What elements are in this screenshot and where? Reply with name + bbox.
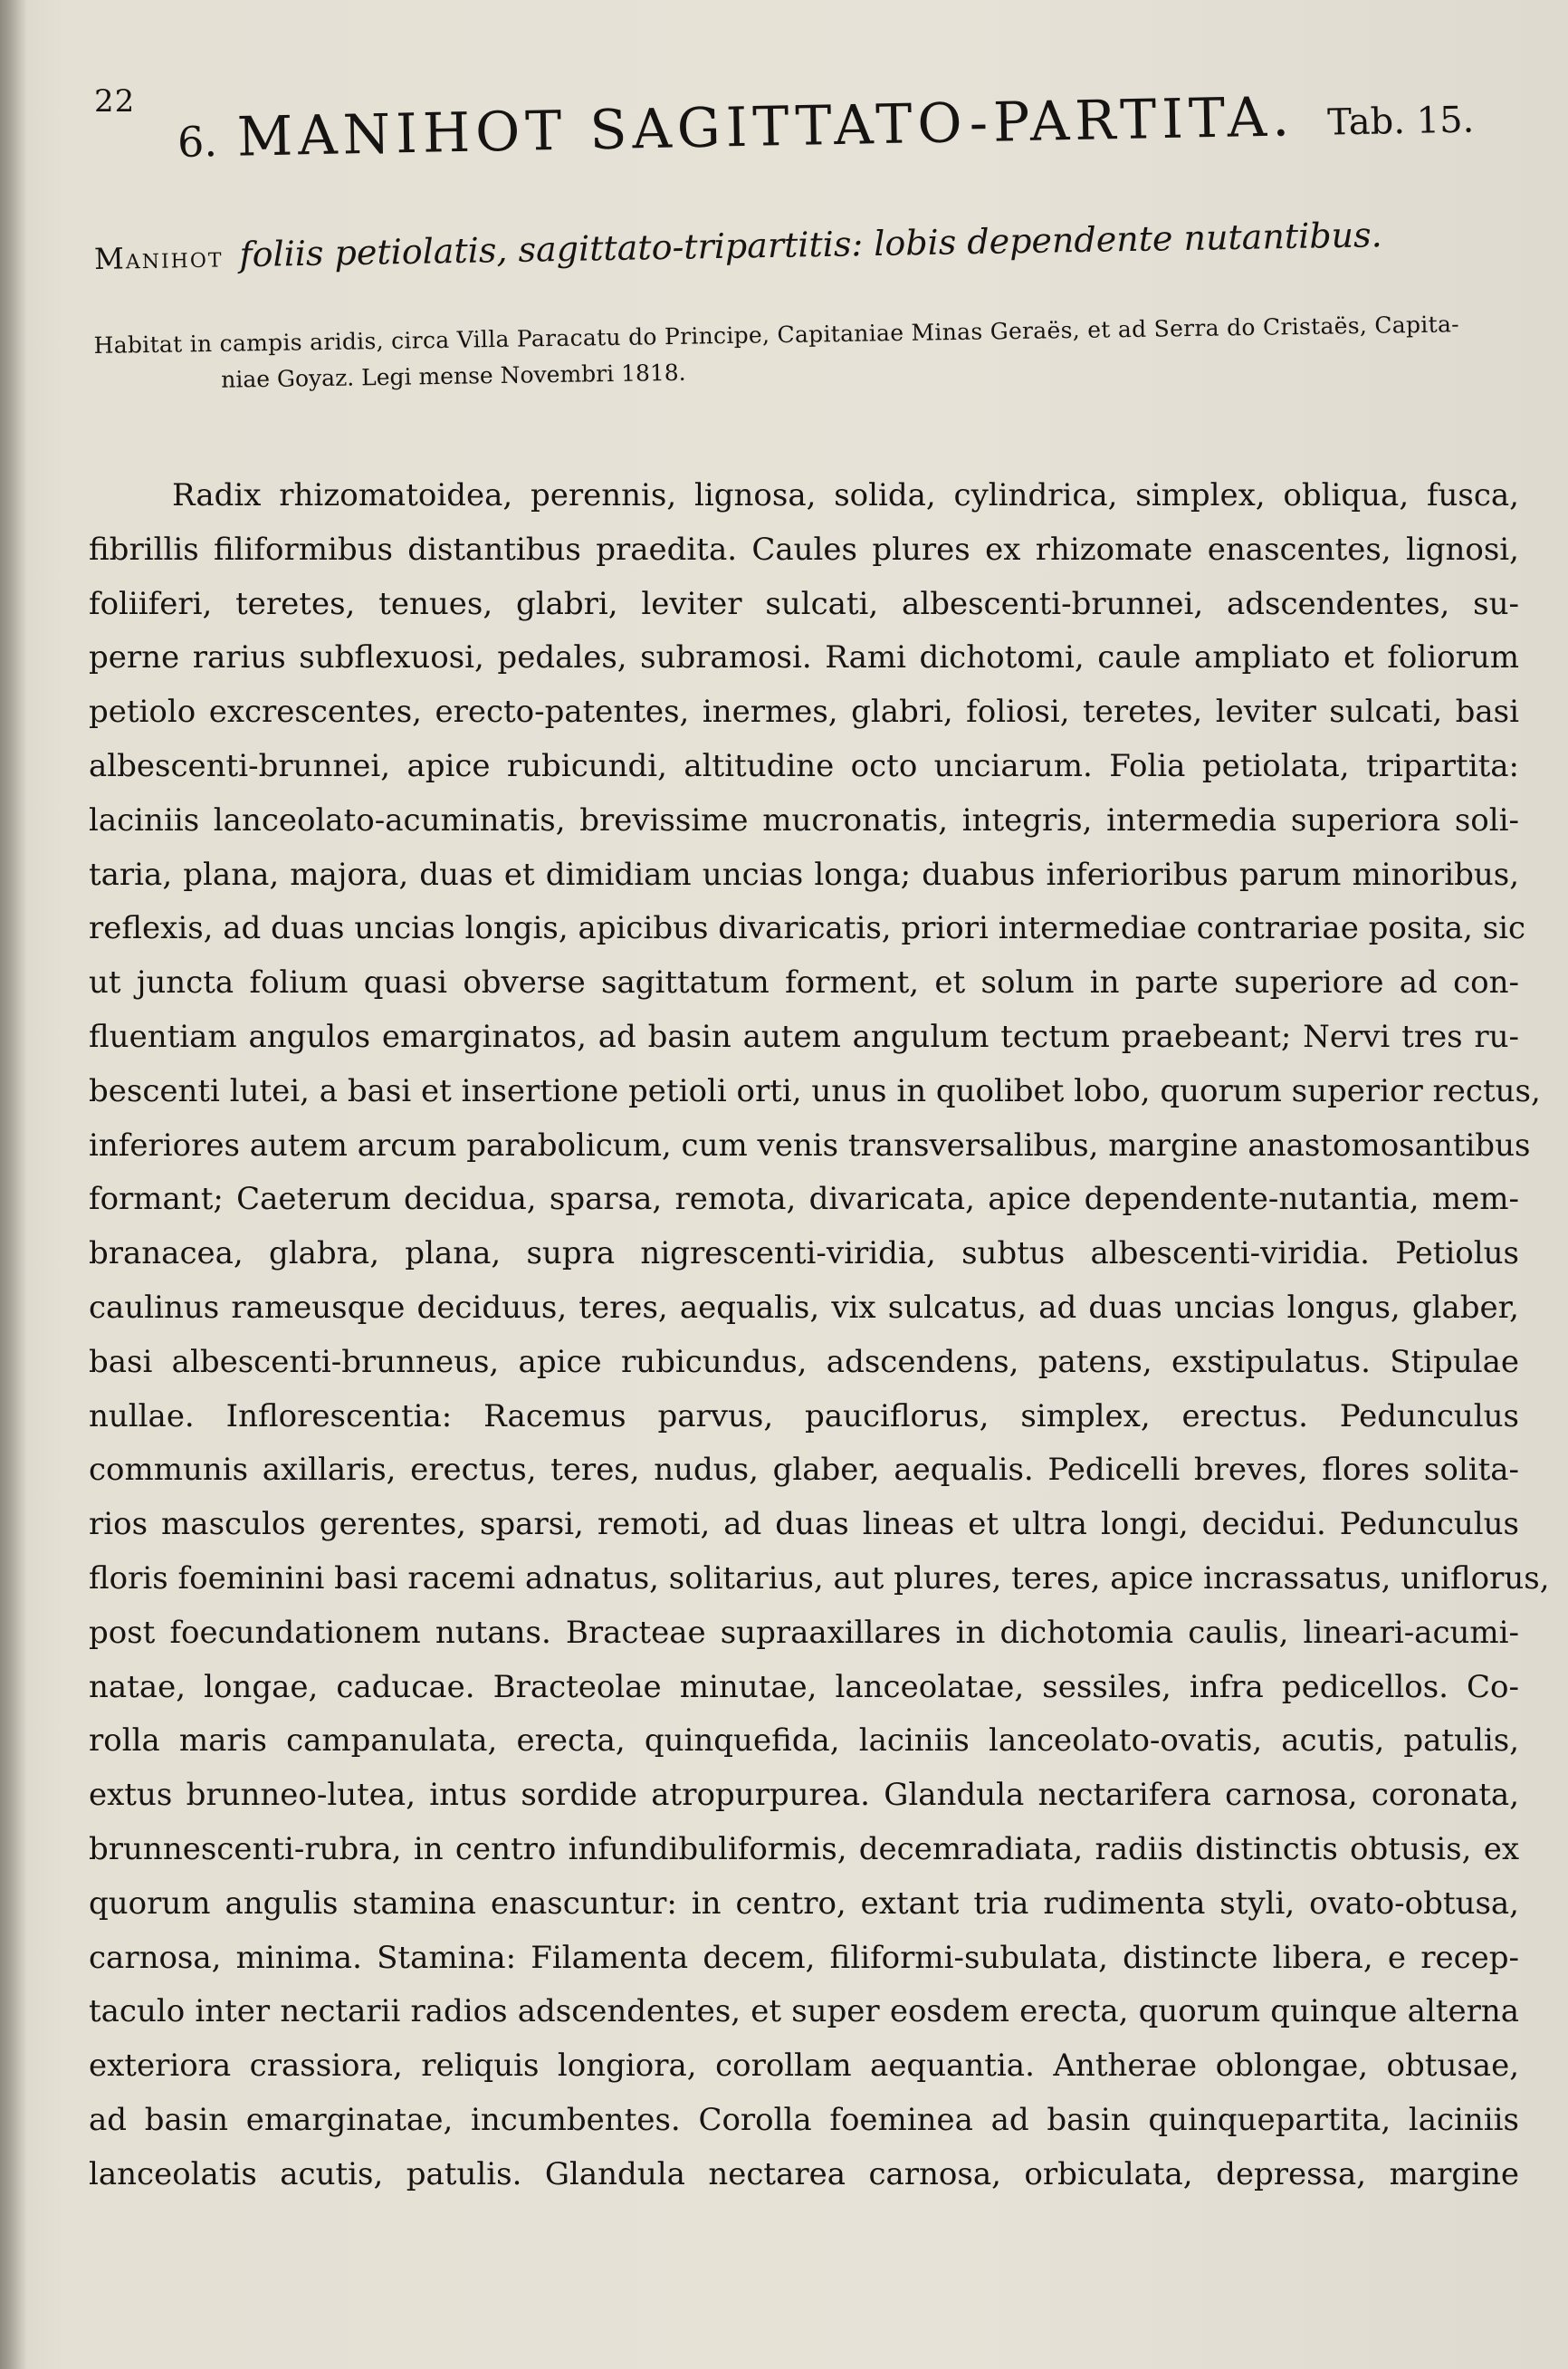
- habitat-line-1: Habitat in campis aridis, circa Villa Paracatu do Principe, Capitaniae Minas Geraës, et ad Serra do Cristaës, Capita-: [93, 311, 1460, 360]
- description-line: exteriora crassiora, reliquis longiora, corollam aequantia. Antherae oblongae, obtusae,: [89, 2048, 1519, 2085]
- description-line: foliiferi, teretes, tenues, glabri, leviter sulcati, albescenti-brunnei, adscendentes, su-: [89, 585, 1519, 622]
- description-line: Radix rhizomatoidea, perennis, lignosa, solida, cylindrica, simplex, obliqua, fusca,: [172, 477, 1519, 513]
- description-line: brunnescenti-rubra, in centro infundibuliformis, decemradiata, radiis distinctis obtusis, ex: [89, 1830, 1519, 1867]
- description-line: ut juncta folium quasi obverse sagittatum forment, et solum in parte superiore ad con-: [89, 964, 1519, 1002]
- description-line: reflexis, ad duas uncias longis, apicibus divaricatis, priori intermediae contrariae posita, sic: [89, 910, 1526, 947]
- description-line: communis axillaris, erectus, teres, nudus, glaber, aequalis. Pedicelli breves, flores solita-: [89, 1452, 1519, 1489]
- description-line: rolla maris campanulata, erecta, quinquefida, laciniis lanceolato-ovatis, acutis, patulis,: [89, 1722, 1519, 1760]
- description-line: post foecundationem nutans. Bracteae supraaxillares in dichotomia caulis, lineari-acumi-: [89, 1614, 1519, 1651]
- description-line: quorum angulis stamina enascuntur: in centro, extant tria rudimenta styli, ovato-obtusa,: [89, 1885, 1519, 1922]
- description-line: laciniis lanceolato-acuminatis, brevissime mucronatis, integris, intermedia superiora soli-: [89, 801, 1519, 839]
- description-line: bescenti lutei, a basi et insertione petioli orti, unus in quolibet lobo, quorum superior rectus,: [89, 1072, 1541, 1109]
- description-line: taria, plana, majora, duas et dimidiam uncias longa; duabus inferioribus parum minoribus,: [89, 856, 1519, 893]
- description-line: fluentiam angulos emarginatos, ad basin autem angulum tectum praebeant; Nervi tres ru-: [89, 1018, 1519, 1055]
- diagnosis-genus: Manihot: [93, 239, 224, 276]
- description-line: natae, longae, caducae. Bracteolae minutae, lanceolatae, sessiles, infra pedicellos. Co-: [89, 1668, 1519, 1705]
- species-number: 6.: [177, 117, 218, 167]
- species-title: [177, 82, 1475, 170]
- description-line: inferiores autem arcum parabolicum, cum venis transversalibus, margine anastomosantibus: [89, 1127, 1531, 1164]
- description-line: nullae. Inflorescentia: Racemus parvus, pauciflorus, simplex, erectus. Pedunculus: [89, 1397, 1519, 1434]
- description-line: perne rarius subflexuosi, pedales, subramosi. Rami dichotomi, caule ampliato et foliorum: [89, 639, 1519, 676]
- description-line: floris foeminini basi racemi adnatus, solitarius, aut plures, teres, apice incrassatus, uniflorus,: [89, 1559, 1550, 1597]
- description-line: lanceolatis acutis, patulis. Glandula nectarea carnosa, orbiculata, depressa, margine: [89, 2155, 1519, 2192]
- description-line: taculo inter nectarii radios adscendentes, et super eosdem erecta, quorum quinque alterna: [89, 1993, 1519, 2030]
- description-line: petiolo excrescentes, erecto-patentes, inermes, glabri, foliosi, teretes, leviter sulcati, basi: [89, 694, 1519, 731]
- description-line: formant; Caeterum decidua, sparsa, remota, divaricata, apice dependente-nutantia, mem-: [89, 1181, 1519, 1218]
- species-name: MANIHOT SAGITTATO-PARTITA.: [236, 85, 1296, 169]
- description-line: ad basin emarginatae, incumbentes. Corolla foeminea ad basin quinquepartita, laciniis: [89, 2101, 1519, 2138]
- description-line: branacea, glabra, plana, supra nigrescenti-viridia, subtus albescenti-viridia. Petiolus: [89, 1235, 1519, 1272]
- description-line: rios masculos gerentes, sparsi, remoti, ad duas lineas et ultra longi, decidui. Pedunculus: [89, 1506, 1519, 1543]
- habitat-line-2: niae Goyaz. Legi mense Novembri 1818.: [221, 359, 686, 393]
- page-number: 22: [94, 83, 136, 120]
- species-diagnosis: [94, 215, 1408, 277]
- description-line: basi albescenti-brunneus, apice rubicundus, adscendens, patens, exstipulatus. Stipulae: [89, 1343, 1519, 1380]
- description-paragraph: [89, 469, 1550, 2202]
- description-line: carnosa, minima. Stamina: Filamenta decem, filiformi-subulata, distincte libera, e recep-: [89, 1939, 1519, 1976]
- diagnosis-text: foliis petiolatis, sagittato-tripartitis: lobis dependente nutantibus.: [239, 215, 1383, 275]
- plate-reference: Tab. 15.: [1326, 99, 1475, 144]
- description-line: fibrillis filiformibus distantibus praedita. Caules plures ex rhizomate enascentes, lignosi,: [89, 531, 1519, 568]
- description-line: extus brunneo-lutea, intus sordide atropurpurea. Glandula nectarifera carnosa, coronata,: [89, 1777, 1519, 1814]
- description-line: albescenti-brunnei, apice rubicundi, altitudine octo unciarum. Folia petiolata, tripartita:: [89, 747, 1519, 784]
- description-line: caulinus rameusque deciduus, teres, aequalis, vix sulcatus, ad duas uncias longus, glaber,: [89, 1289, 1519, 1326]
- habitat-note: [93, 305, 1525, 400]
